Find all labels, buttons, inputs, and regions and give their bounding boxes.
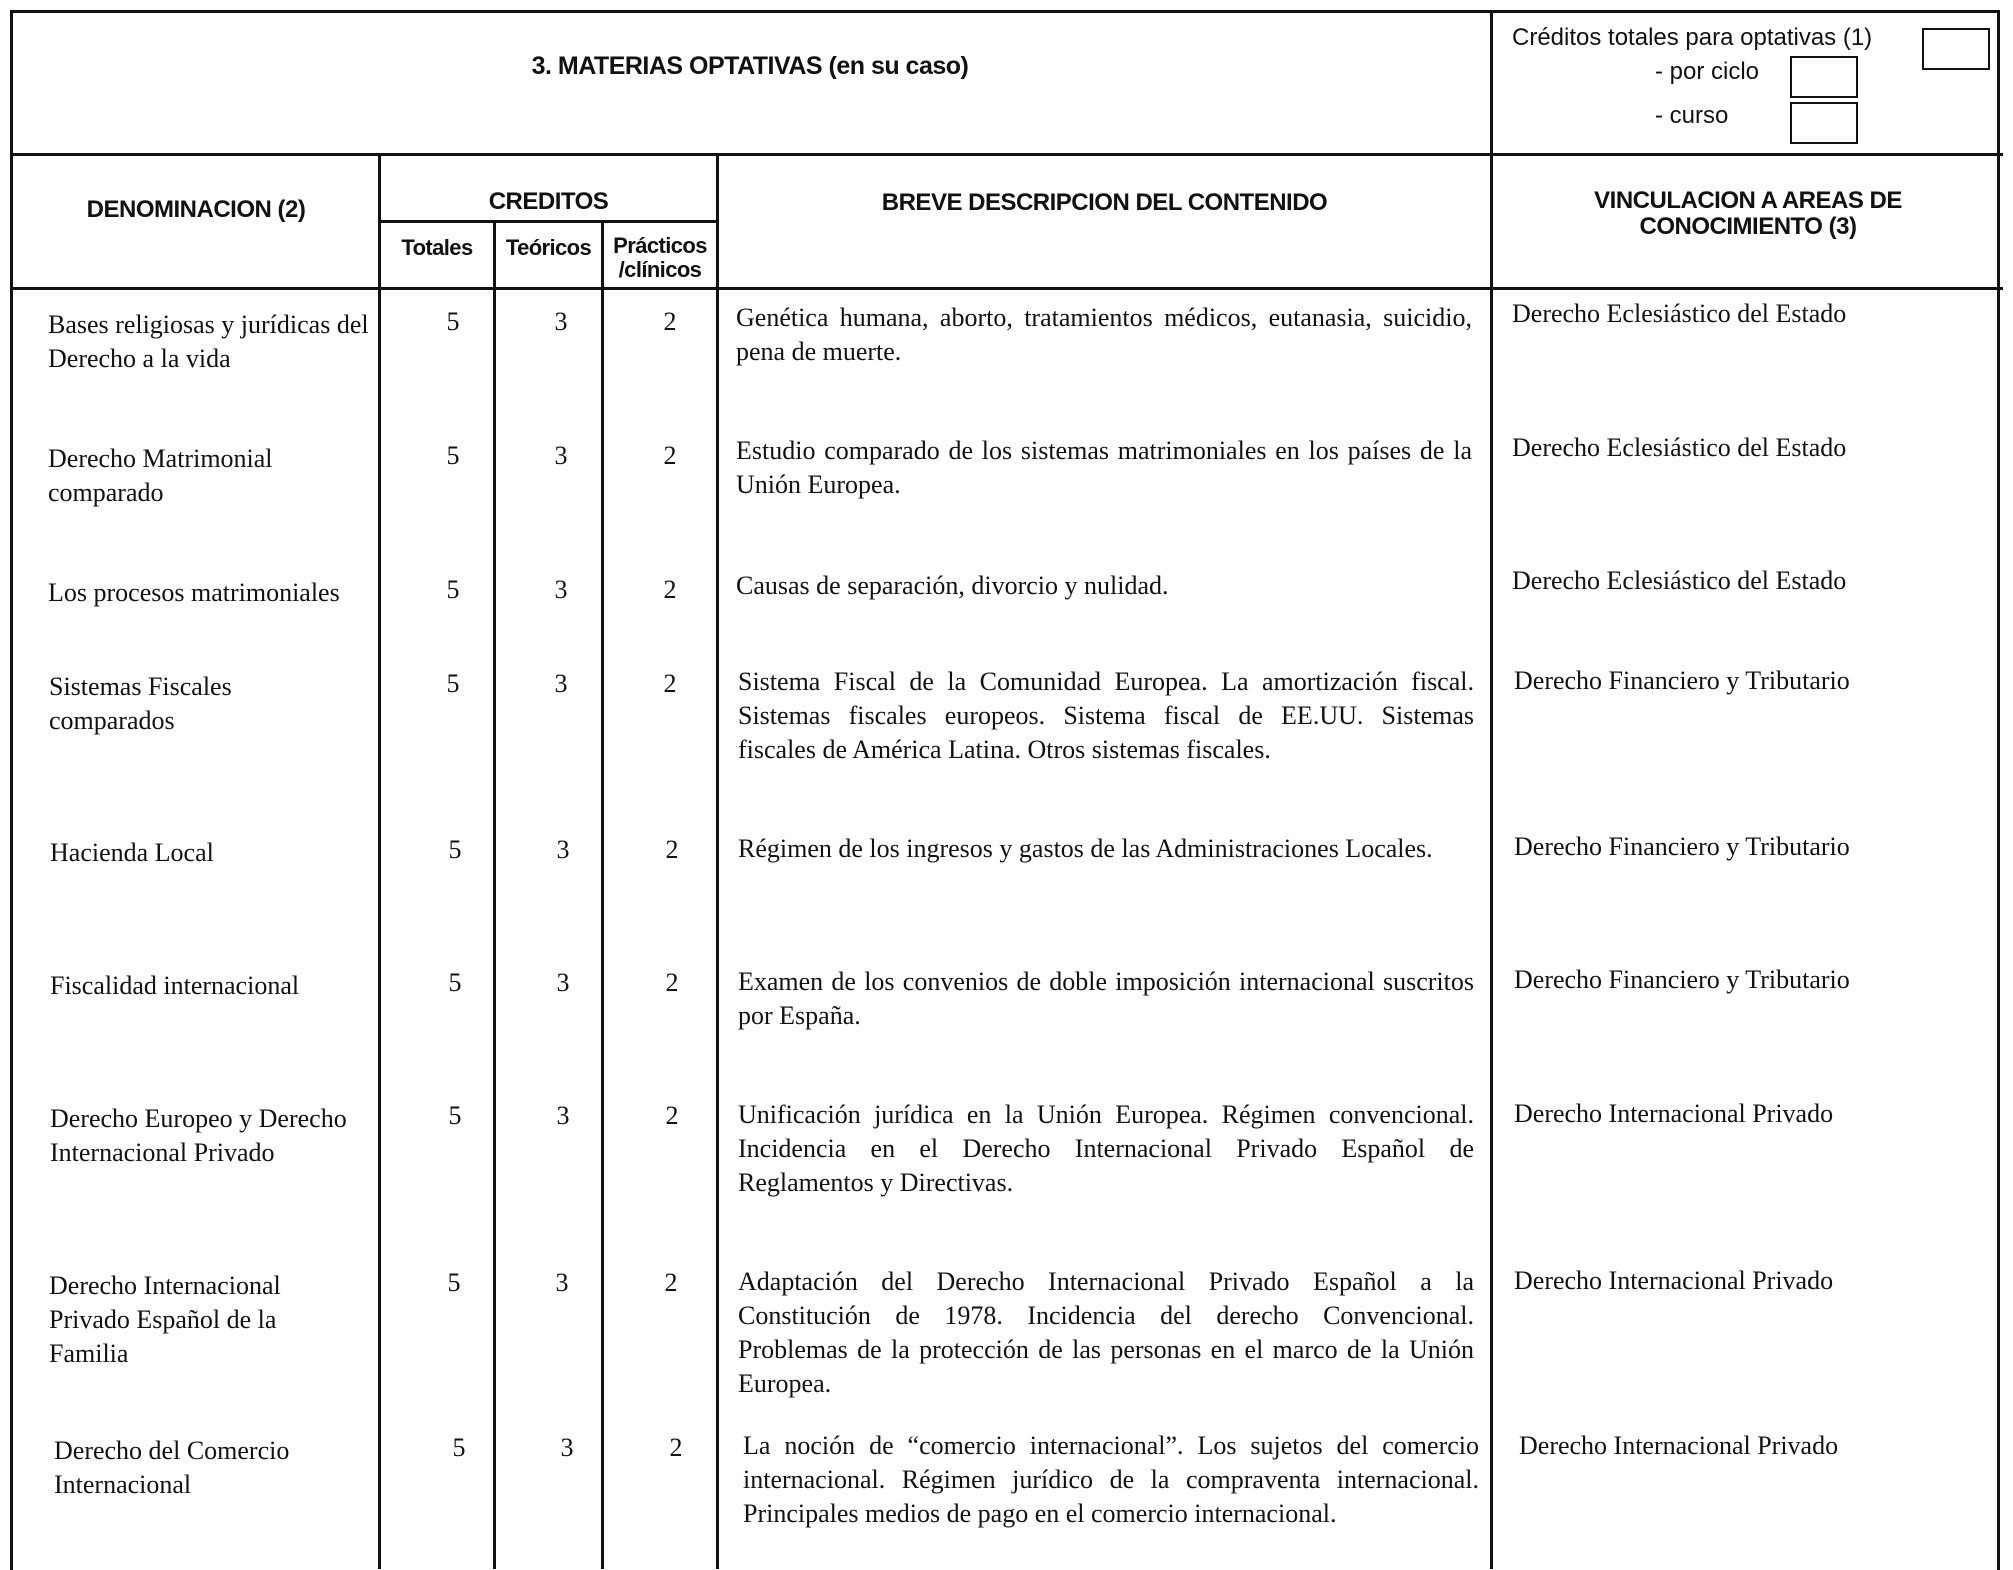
header-vinculacion	[1493, 188, 2003, 240]
section-title: 3. MATERIAS OPTATIVAS (en su caso)	[531, 52, 969, 80]
row-totales: 5	[446, 669, 460, 698]
header-practicos-line1: Prácticos	[613, 233, 707, 258]
row-description: Examen de los convenios de doble imposición internacional suscritos por España.	[738, 967, 1474, 1030]
credits-total-label: Créditos totales para optativas (1)	[1512, 24, 1873, 51]
row-name: Derecho del Comercio Internacional	[54, 1436, 290, 1499]
rule-col-desc	[1490, 153, 1493, 1569]
row-totales: 5	[452, 1433, 466, 1462]
row-description: Régimen de los ingresos y gastos de las Administraciones Locales.	[738, 834, 1433, 863]
row-practicos: 2	[669, 1433, 683, 1462]
row-teoricos: 3	[554, 575, 568, 604]
row-totales: 5	[446, 575, 460, 604]
row-practicos: 2	[665, 835, 679, 864]
header-vinculacion-line2: CONOCIMIENTO (3)	[1639, 213, 1857, 240]
row-teoricos: 3	[560, 1433, 574, 1462]
header-descripcion: BREVE DESCRIPCION DEL CONTENIDO	[881, 189, 1328, 216]
row-area: Derecho Financiero y Tributario	[1514, 965, 1850, 994]
row-description: Unificación jurídica en la Unión Europea. Régimen convencional. Incidencia en el Derecho Internacional Privado Español de Reglamentos y Directivas.	[738, 1100, 1474, 1197]
row-totales: 5	[447, 1268, 461, 1297]
row-totales: 5	[446, 307, 460, 336]
row-area: Derecho Eclesiástico del Estado	[1512, 566, 1847, 595]
credits-total-box[interactable]	[1922, 28, 1990, 70]
row-name: Fiscalidad internacional	[50, 971, 300, 1000]
header-totales: Totales	[401, 235, 473, 260]
row-practicos: 2	[665, 1101, 679, 1130]
row-description: Genética humana, aborto, tratamientos médicos, eutanasia, suicidio, pena de muerte.	[736, 303, 1472, 366]
row-name: Los procesos matrimoniales	[48, 578, 340, 607]
header-practicos	[604, 234, 716, 282]
row-area: Derecho Internacional Privado	[1514, 1266, 1834, 1295]
per-cycle-label: - por ciclo	[1655, 58, 1760, 85]
rule-col-title	[1490, 10, 1493, 153]
rule-below-headers	[10, 287, 2003, 290]
rule-col-totales	[493, 220, 496, 1569]
row-area: Derecho Internacional Privado	[1514, 1099, 1834, 1128]
row-practicos: 2	[663, 669, 677, 698]
row-description: La noción de “comercio internacional”. Los sujetos del comercio internacional. Régimen jurídico de la compraventa internacional. Principales medios de pago en el comercio internacional.	[743, 1431, 1479, 1528]
row-area: Derecho Internacional Privado	[1519, 1431, 1839, 1460]
row-teoricos: 3	[555, 1268, 569, 1297]
row-practicos: 2	[665, 968, 679, 997]
row-practicos: 2	[663, 441, 677, 470]
row-area: Derecho Financiero y Tributario	[1514, 666, 1850, 695]
row-description: Estudio comparado de los sistemas matrimoniales en los países de la Unión Europea.	[736, 436, 1472, 499]
per-cycle-box[interactable]	[1790, 56, 1858, 98]
row-name: Hacienda Local	[50, 838, 214, 867]
row-teoricos: 3	[554, 669, 568, 698]
row-name: Derecho Europeo y Derecho Internacional Privado	[50, 1104, 347, 1167]
row-teoricos: 3	[554, 441, 568, 470]
row-name: Bases religiosas y jurídicas del Derecho a la vida	[48, 310, 369, 373]
row-area: Derecho Eclesiástico del Estado	[1512, 433, 1847, 462]
course-box[interactable]	[1790, 102, 1858, 144]
header-practicos-line2: /clínicos	[618, 257, 702, 282]
rule-creditos-sub	[378, 220, 716, 223]
row-description: Causas de separación, divorcio y nulidad.	[736, 571, 1169, 600]
header-creditos: CREDITOS	[488, 188, 609, 215]
row-area: Derecho Eclesiástico del Estado	[1512, 299, 1847, 328]
row-teoricos: 3	[556, 835, 570, 864]
row-totales: 5	[446, 441, 460, 470]
row-area: Derecho Financiero y Tributario	[1514, 832, 1850, 861]
row-totales: 5	[448, 1101, 462, 1130]
row-teoricos: 3	[556, 968, 570, 997]
rule-col-teoricos	[601, 220, 604, 1569]
row-practicos: 2	[663, 575, 677, 604]
row-name: Derecho Matrimonial comparado	[48, 444, 273, 507]
header-vinculacion-line1: VINCULACION A AREAS DE	[1594, 187, 1902, 214]
row-totales: 5	[448, 968, 462, 997]
row-name: Derecho Internacional Privado Español de la Familia	[49, 1271, 281, 1368]
header-teoricos: Teóricos	[505, 235, 592, 260]
rule-below-title	[10, 153, 2003, 156]
course-label: - curso	[1655, 102, 1729, 129]
row-description: Adaptación del Derecho Internacional Privado Español a la Constitución de 1978. Incidencia del derecho Convencional. Problemas de la protección de las personas en el marco de la Unión Europea.	[738, 1267, 1474, 1398]
row-description: Sistema Fiscal de la Comunidad Europea. La amortización fiscal. Sistemas fiscales europeos. Sistema fiscal de EE.UU. Sistemas fiscales de América Latina. Otros sistemas fiscales.	[738, 667, 1474, 764]
rule-col-name	[378, 153, 381, 1569]
row-practicos: 2	[663, 307, 677, 336]
row-teoricos: 3	[556, 1101, 570, 1130]
row-teoricos: 3	[554, 307, 568, 336]
header-denominacion: DENOMINACION (2)	[86, 196, 306, 223]
rule-col-practicos	[716, 153, 719, 1569]
row-practicos: 2	[664, 1268, 678, 1297]
row-name: Sistemas Fiscales comparados	[49, 672, 232, 735]
row-totales: 5	[448, 835, 462, 864]
